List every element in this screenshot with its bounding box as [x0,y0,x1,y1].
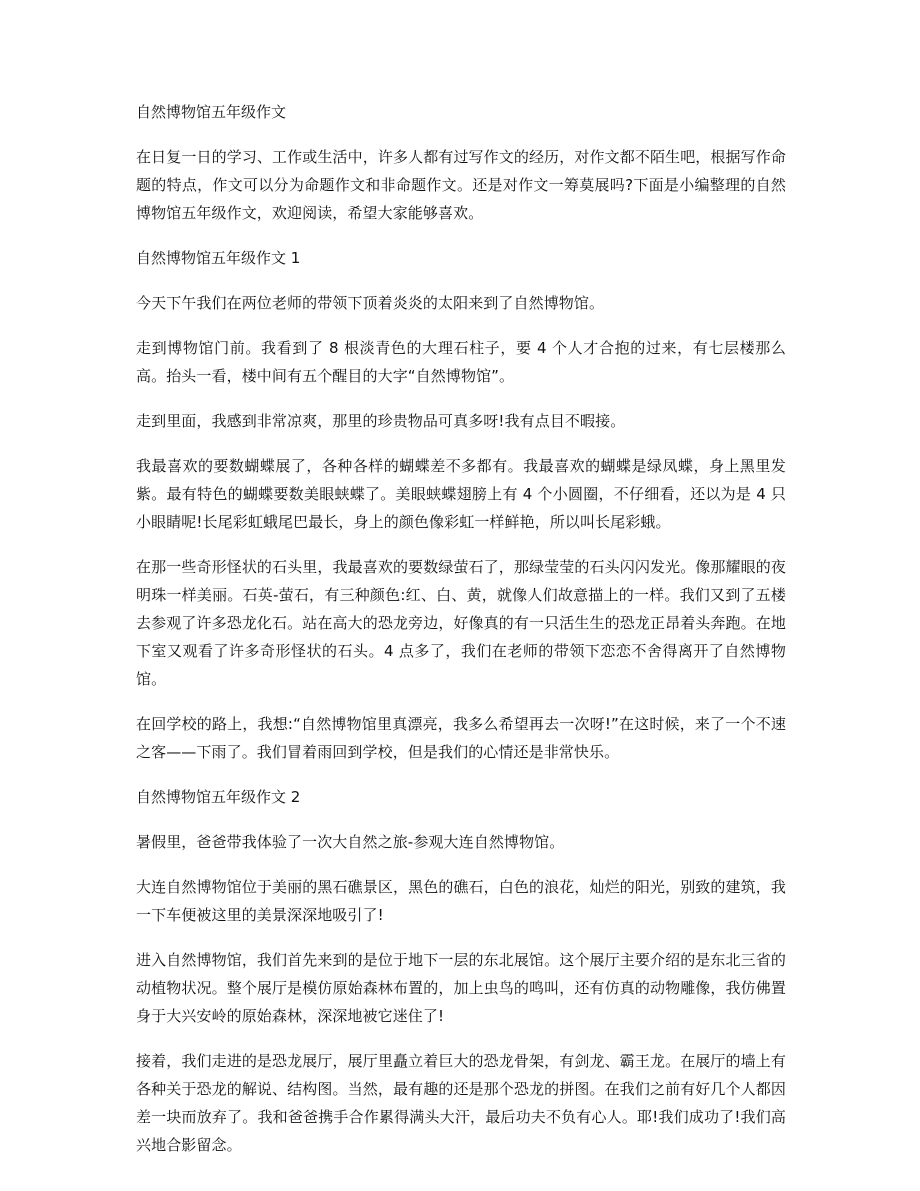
essay1-paragraph-2: 走到博物馆门前。我看到了 8 根淡青色的大理石柱子，要 4 个人才合抱的过来，有七层楼那么高。抬头一看，楼中间有五个醒目的大字“自然博物馆”。 [136,339,786,385]
document-page [136,98,786,1176]
essay2-paragraph-3: 进入自然博物馆，我们首先来到的是位于地下一层的东北展馆。这个展厅主要介绍的是东北三省的动植物状况。整个展厅是模仿原始森林布置的，加上虫鸟的鸣叫，还有仿真的动物雕像，我仿佛置身于大兴安岭的原始森林，深深地被它迷住了! [136,951,786,1025]
essay2-paragraph-4: 接着，我们走进的是恐龙展厅，展厅里矗立着巨大的恐龙骨架，有剑龙、霸王龙。在展厅的墙上有各种关于恐龙的解说、结构图。当然，最有趣的还是那个恐龙的拼图。在我们之前有好几个人都因差一块而放弃了。我和爸爸携手合作累得满头大汗，最后功夫不负有心人。耶!我们成功了!我们高兴地合影留念。 [136,1052,786,1154]
essay1-paragraph-6: 在回学校的路上，我想:“自然博物馆里真漂亮，我多么希望再去一次呀!”在这时候，来了一个不速之客——下雨了。我们冒着雨回到学校，但是我们的心情还是非常快乐。 [136,715,786,761]
document-title: 自然博物馆五年级作文 [136,103,287,121]
essay1-paragraph-5: 在那一些奇形怪状的石头里，我最喜欢的要数绿萤石了，那绿莹莹的石头闪闪发光。像那耀眼的夜明珠一样美丽。石英-萤石，有三种颜色:红、白、黄，就像人们故意描上的一样。我们又到了五楼去参观了许多恐龙化石。站在高大的恐龙旁边，好像真的有一只活生生的恐龙正昂着头奔跑。在地下室又观看了许多奇形怪状的石头。4 点多了，我们在老师的带领下恋恋不舍得离开了自然博物馆。 [136,558,786,688]
intro-paragraph: 在日复一日的学习、工作或生活中，许多人都有过写作文的经历，对作文都不陌生吧，根据写作命题的特点，作文可以分为命题作文和非命题作文。还是对作文一筹莫展吗?下面是小编整理的自然博物馆五年级作文，欢迎阅读，希望大家能够喜欢。 [136,148,786,222]
essay1-paragraph-3: 走到里面，我感到非常凉爽，那里的珍贵物品可真多呀!我有点目不暇接。 [136,412,626,430]
essay1-heading: 自然博物馆五年级作文 1 [136,249,301,267]
essay1-paragraph-1: 今天下午我们在两位老师的带领下顶着炎炎的太阳来到了自然博物馆。 [136,294,605,312]
essay2-paragraph-1: 暑假里，爸爸带我体验了一次大自然之旅-参观大连自然博物馆。 [136,833,565,851]
essay1-paragraph-4: 我最喜欢的要数蝴蝶展了，各种各样的蝴蝶差不多都有。我最喜欢的蝴蝶是绿凤蝶，身上黑里发紫。最有特色的蝴蝶要数美眼蛱蝶了。美眼蛱蝶翅膀上有 4 个小圆圈，不仔细看，还以为是 4 只小眼睛呢!长尾彩虹蛾尾巴最长，身上的颜色像彩虹一样鲜艳，所以叫长尾彩蛾。 [136,457,786,531]
essay2-paragraph-2: 大连自然博物馆位于美丽的黑石礁景区，黑色的礁石，白色的浪花，灿烂的阳光，别致的建筑，我一下车便被这里的美景深深地吸引了! [136,878,786,924]
essay2-heading: 自然博物馆五年级作文 2 [136,788,301,806]
